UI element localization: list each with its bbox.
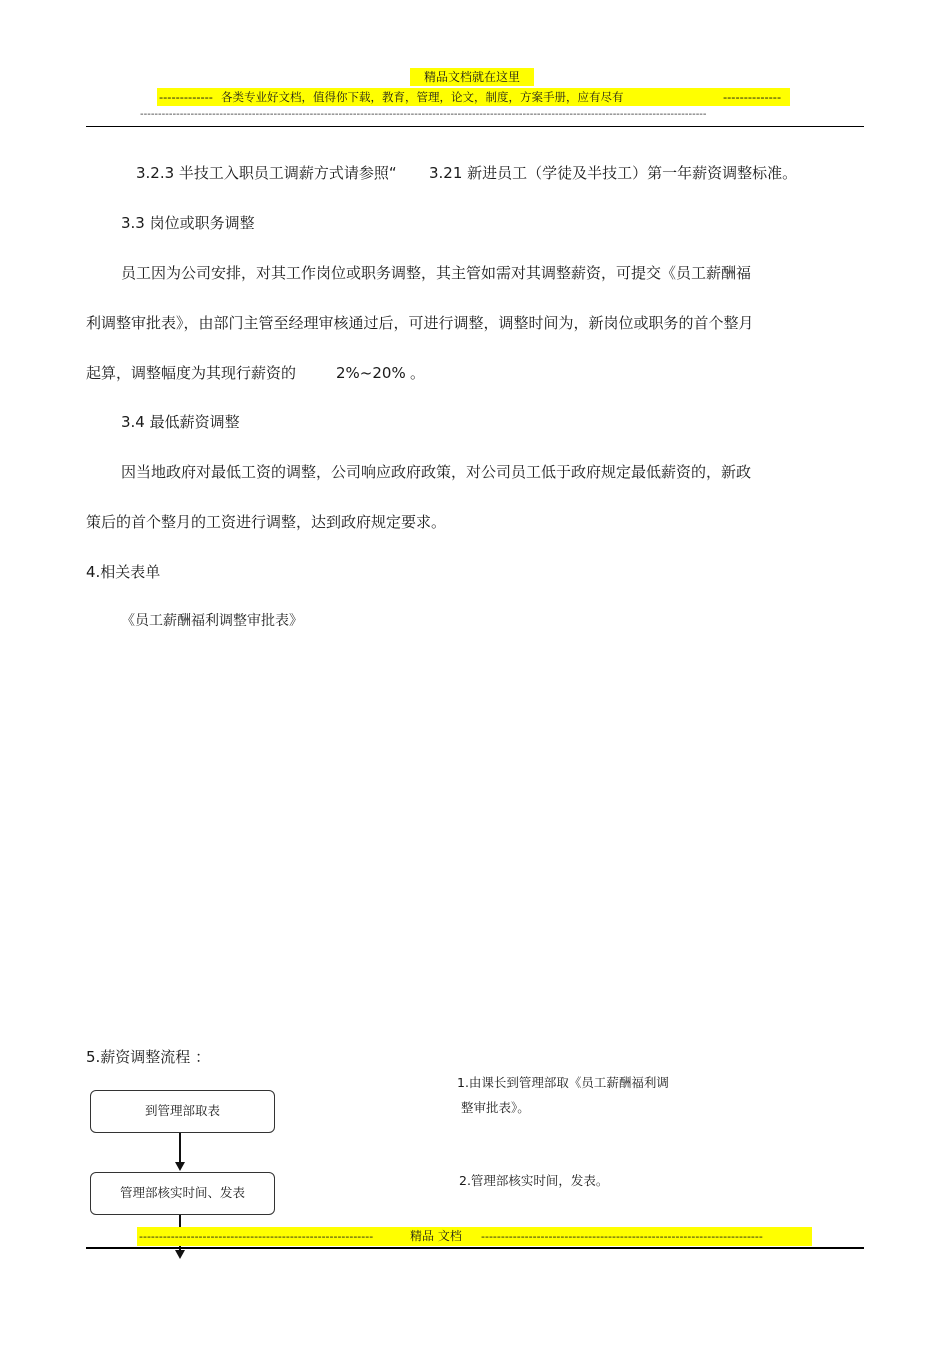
header-title: 精品文档就在这里 [410, 68, 534, 86]
footer-label: 精品 文档 [410, 1229, 462, 1243]
paragraph-3-3-period: 。 [410, 364, 426, 382]
header-dash-left: ------------- [159, 90, 213, 104]
footer-bar [137, 1227, 812, 1246]
flow-step-2-box: 管理部核实时间、发表 [90, 1172, 275, 1215]
header-rule [86, 126, 864, 127]
flow-note-2: 2.管理部核实时间，发表。 [459, 1173, 609, 1188]
header-dash-line: ------------------------------------------------------------------------------------------------------------------------------------------------------------- [140, 109, 707, 120]
footer-rule [86, 1247, 864, 1249]
paragraph-3-2-3-part2: 3.21 新进员工（学徒及半技工）第一年薪资调整标准。 [429, 164, 798, 182]
heading-3-3: 3.3 岗位或职务调整 [121, 214, 255, 232]
flow-connector-1 [179, 1133, 181, 1163]
paragraph-3-3-line3a: 起算，调整幅度为其现行薪资的 [86, 364, 297, 382]
paragraph-3-3-line2: 利调整审批表》，由部门主管至经理审核通过后，可进行调整，调整时间为，新岗位或职务的首个整月 [86, 314, 754, 332]
paragraph-3-4-line2: 策后的首个整月的工资进行调整，达到政府规定要求。 [86, 513, 447, 531]
paragraph-3-4-line1: 因当地政府对最低工资的调整，公司响应政府政策，对公司员工低于政府规定最低薪资的，新政 [121, 463, 752, 481]
paragraph-3-3-percent: 2%~20% [336, 364, 406, 382]
paragraph-3-2-3-part1: 3.2.3 半技工入职员工调薪方式请参照“ [136, 164, 397, 182]
flow-note-1-line1: 1.由课长到管理部取《员工薪酬福利调 [457, 1075, 669, 1090]
footer-dash-left: ----------------------------------------------------------- [139, 1230, 374, 1243]
header-subtitle: 各类专业好文档，值得你下载，教育，管理，论文，制度，方案手册，应有尽有 [221, 90, 624, 104]
header-subtitle-bar [157, 88, 790, 106]
heading-3-4: 3.4 最低薪资调整 [121, 413, 240, 431]
heading-4: 4.相关表单 [86, 563, 161, 581]
flow-arrow-down-icon [175, 1250, 185, 1259]
footer-dash-right: ----------------------------------------------------------------------- [481, 1230, 763, 1243]
related-form-name: 《员工薪酬福利调整审批表》 [121, 613, 303, 629]
paragraph-3-3-line1: 员工因为公司安排，对其工作岗位或职务调整，其主管如需对其调整薪资，可提交《员工薪酬福 [121, 264, 752, 282]
flow-step-1-box: 到管理部取表 [90, 1090, 275, 1133]
flow-note-1-line2: 整审批表》。 [461, 1100, 530, 1115]
header-dash-right: -------------- [723, 90, 782, 104]
heading-5: 5.薪资调整流程 ： [86, 1048, 211, 1066]
flow-arrow-down-icon [175, 1162, 185, 1171]
